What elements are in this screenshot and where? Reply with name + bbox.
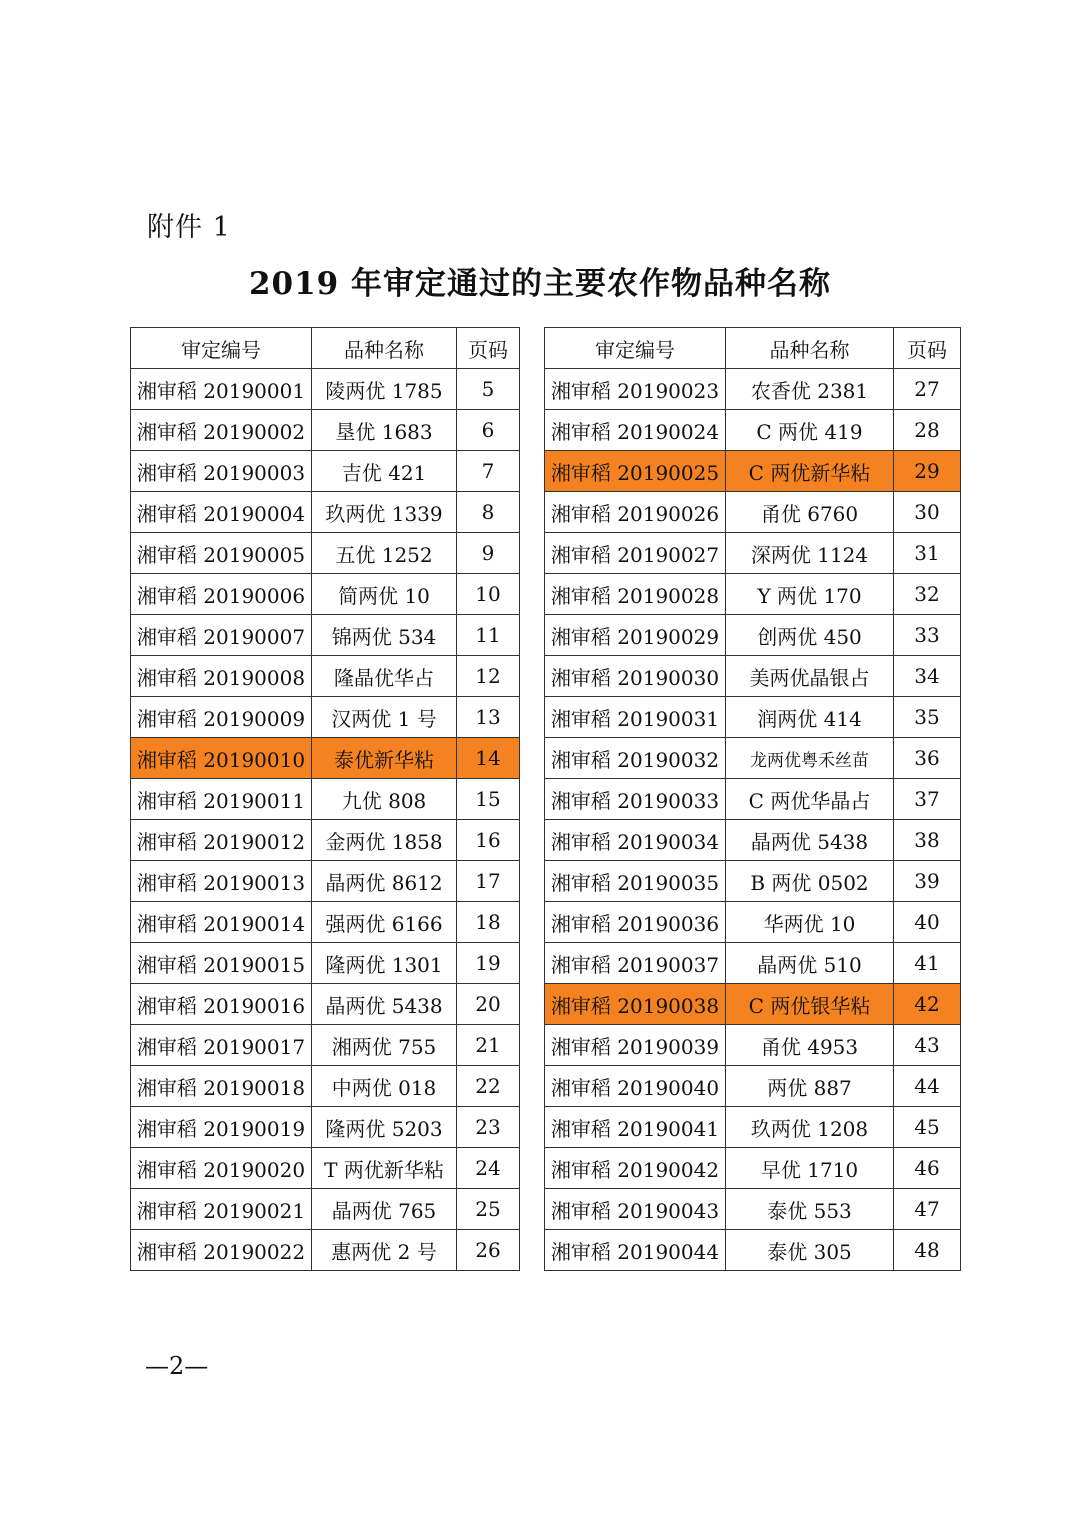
table-row [545,1066,961,1107]
page-cell: 34 [894,656,961,697]
table-row [545,1148,961,1189]
table-row [131,738,520,779]
variety-code-cell: 湘审稻 20190032 [545,738,726,779]
variety-name-cell: 九优 808 [312,779,457,820]
page-cell: 37 [894,779,961,820]
page-cell: 27 [894,369,961,410]
variety-name-cell: 金两优 1858 [312,820,457,861]
variety-code-cell: 湘审稻 20190044 [545,1230,726,1271]
table-row [545,574,961,615]
header-name: 品种名称 [726,328,894,369]
variety-name-cell: 隆两优 1301 [312,943,457,984]
page-cell: 7 [457,451,520,492]
table-row [545,1025,961,1066]
table-row [545,902,961,943]
page-cell: 47 [894,1189,961,1230]
page-number: —2— [145,1352,209,1380]
variety-name-cell: 隆晶优华占 [312,656,457,697]
table-row [131,861,520,902]
table-row [545,410,961,451]
table-row [131,779,520,820]
variety-code-cell: 湘审稻 20190023 [545,369,726,410]
table-row [545,697,961,738]
page-cell: 14 [457,738,520,779]
variety-code-cell: 湘审稻 20190030 [545,656,726,697]
page-cell: 16 [457,820,520,861]
table-row [545,984,961,1025]
table-row [131,1066,520,1107]
variety-code-cell: 湘审稻 20190022 [131,1230,312,1271]
variety-name-cell: 惠两优 2 号 [312,1230,457,1271]
variety-name-cell: 泰优 553 [726,1189,894,1230]
page-cell: 20 [457,984,520,1025]
variety-code-cell: 湘审稻 20190037 [545,943,726,984]
variety-name-cell: 玖两优 1208 [726,1107,894,1148]
variety-name-cell: 晶两优 8612 [312,861,457,902]
table-row [545,1230,961,1271]
variety-code-cell: 湘审稻 20190006 [131,574,312,615]
variety-name-cell: 润两优 414 [726,697,894,738]
variety-name-cell: 吉优 421 [312,451,457,492]
table-row [131,410,520,451]
page-cell: 48 [894,1230,961,1271]
attachment-label: 附件 1 [147,212,231,243]
variety-code-cell: 湘审稻 20190040 [545,1066,726,1107]
variety-name-cell: 晶两优 510 [726,943,894,984]
variety-code-cell: 湘审稻 20190041 [545,1107,726,1148]
variety-code-cell: 湘审稻 20190021 [131,1189,312,1230]
variety-name-cell: C 两优银华粘 [726,984,894,1025]
variety-name-cell: 创两优 450 [726,615,894,656]
page-cell: 35 [894,697,961,738]
variety-code-cell: 湘审稻 20190019 [131,1107,312,1148]
page-cell: 8 [457,492,520,533]
variety-code-cell: 湘审稻 20190026 [545,492,726,533]
table-row [131,984,520,1025]
page-cell: 13 [457,697,520,738]
variety-name-cell: 中两优 018 [312,1066,457,1107]
table-row [131,820,520,861]
table-row [545,738,961,779]
variety-code-cell: 湘审稻 20190013 [131,861,312,902]
variety-name-cell: 甬优 4953 [726,1025,894,1066]
variety-name-cell: 晶两优 765 [312,1189,457,1230]
variety-name-cell: 晶两优 5438 [726,820,894,861]
table-header-row [131,328,520,369]
variety-name-cell: 泰优 305 [726,1230,894,1271]
variety-code-cell: 湘审稻 20190028 [545,574,726,615]
variety-code-cell: 湘审稻 20190027 [545,533,726,574]
variety-name-cell: 强两优 6166 [312,902,457,943]
header-name: 品种名称 [312,328,457,369]
variety-name-cell: 五优 1252 [312,533,457,574]
variety-name-cell: 湘两优 755 [312,1025,457,1066]
page-cell: 12 [457,656,520,697]
variety-name-cell: 汉两优 1 号 [312,697,457,738]
table-row [131,1025,520,1066]
variety-code-cell: 湘审稻 20190008 [131,656,312,697]
variety-code-cell: 湘审稻 20190031 [545,697,726,738]
page-cell: 23 [457,1107,520,1148]
table-row [545,615,961,656]
page-cell: 11 [457,615,520,656]
table-row [131,1189,520,1230]
table-row [131,1230,520,1271]
table-row [131,615,520,656]
variety-name-cell: 玖两优 1339 [312,492,457,533]
page-cell: 9 [457,533,520,574]
variety-code-cell: 湘审稻 20190009 [131,697,312,738]
variety-name-cell: T 两优新华粘 [312,1148,457,1189]
table-header-row [545,328,961,369]
page-cell: 10 [457,574,520,615]
page-cell: 17 [457,861,520,902]
variety-name-cell: 垦优 1683 [312,410,457,451]
table-row [545,656,961,697]
variety-name-cell: 华两优 10 [726,902,894,943]
variety-code-cell: 湘审稻 20190035 [545,861,726,902]
page-cell: 26 [457,1230,520,1271]
variety-name-cell: 两优 887 [726,1066,894,1107]
variety-table-right [544,327,961,1271]
page-cell: 28 [894,410,961,451]
table-row [131,943,520,984]
table-row [545,492,961,533]
variety-name-cell: Y 两优 170 [726,574,894,615]
variety-name-cell: 简两优 10 [312,574,457,615]
variety-code-cell: 湘审稻 20190005 [131,533,312,574]
table-row [545,1189,961,1230]
page-cell: 44 [894,1066,961,1107]
variety-code-cell: 湘审稻 20190020 [131,1148,312,1189]
variety-name-cell: 深两优 1124 [726,533,894,574]
header-code: 审定编号 [131,328,312,369]
variety-name-cell: 早优 1710 [726,1148,894,1189]
table-row [545,861,961,902]
variety-code-cell: 湘审稻 20190016 [131,984,312,1025]
variety-code-cell: 湘审稻 20190039 [545,1025,726,1066]
page-cell: 38 [894,820,961,861]
table-row [131,1107,520,1148]
variety-code-cell: 湘审稻 20190014 [131,902,312,943]
table-row [131,533,520,574]
table-row [131,369,520,410]
variety-code-cell: 湘审稻 20190024 [545,410,726,451]
variety-name-cell: 晶两优 5438 [312,984,457,1025]
variety-name-cell: C 两优华晶占 [726,779,894,820]
page-cell: 19 [457,943,520,984]
variety-code-cell: 湘审稻 20190003 [131,451,312,492]
variety-name-cell: B 两优 0502 [726,861,894,902]
table-row [131,574,520,615]
variety-name-cell: 甬优 6760 [726,492,894,533]
table-row [545,533,961,574]
table-row [131,492,520,533]
variety-code-cell: 湘审稻 20190010 [131,738,312,779]
variety-code-cell: 湘审稻 20190004 [131,492,312,533]
variety-name-cell: 龙两优粤禾丝苗 [726,738,894,779]
table-row [545,943,961,984]
header-code: 审定编号 [545,328,726,369]
page-cell: 15 [457,779,520,820]
table-row [131,1148,520,1189]
page-cell: 31 [894,533,961,574]
table-row [545,779,961,820]
variety-code-cell: 湘审稻 20190007 [131,615,312,656]
page-cell: 41 [894,943,961,984]
page-cell: 42 [894,984,961,1025]
variety-code-cell: 湘审稻 20190015 [131,943,312,984]
variety-code-cell: 湘审稻 20190036 [545,902,726,943]
variety-code-cell: 湘审稻 20190029 [545,615,726,656]
page-cell: 30 [894,492,961,533]
header-page: 页码 [894,328,961,369]
page-cell: 45 [894,1107,961,1148]
header-page: 页码 [457,328,520,369]
document-title: 2019 年审定通过的主要农作物品种名称 [248,266,832,302]
variety-name-cell: 农香优 2381 [726,369,894,410]
table-row [131,451,520,492]
variety-code-cell: 湘审稻 20190002 [131,410,312,451]
page-cell: 18 [457,902,520,943]
variety-code-cell: 湘审稻 20190017 [131,1025,312,1066]
page-cell: 25 [457,1189,520,1230]
page-cell: 5 [457,369,520,410]
variety-code-cell: 湘审稻 20190001 [131,369,312,410]
page-cell: 22 [457,1066,520,1107]
variety-code-cell: 湘审稻 20190018 [131,1066,312,1107]
page-cell: 39 [894,861,961,902]
page-cell: 29 [894,451,961,492]
page-cell: 6 [457,410,520,451]
page-cell: 21 [457,1025,520,1066]
page-cell: 33 [894,615,961,656]
table-row [131,697,520,738]
variety-code-cell: 湘审稻 20190034 [545,820,726,861]
page-cell: 43 [894,1025,961,1066]
page-cell: 32 [894,574,961,615]
variety-code-cell: 湘审稻 20190033 [545,779,726,820]
page-cell: 40 [894,902,961,943]
table-row [131,656,520,697]
variety-name-cell: 美两优晶银占 [726,656,894,697]
variety-code-cell: 湘审稻 20190011 [131,779,312,820]
page-cell: 24 [457,1148,520,1189]
variety-code-cell: 湘审稻 20190038 [545,984,726,1025]
variety-code-cell: 湘审稻 20190012 [131,820,312,861]
page-cell: 46 [894,1148,961,1189]
variety-name-cell: 陵两优 1785 [312,369,457,410]
table-row [545,820,961,861]
variety-table-left [130,327,520,1271]
variety-name-cell: 隆两优 5203 [312,1107,457,1148]
variety-name-cell: 泰优新华粘 [312,738,457,779]
variety-code-cell: 湘审稻 20190043 [545,1189,726,1230]
table-row [545,1107,961,1148]
variety-name-cell: 锦两优 534 [312,615,457,656]
variety-name-cell: C 两优 419 [726,410,894,451]
table-row [131,902,520,943]
table-row [545,369,961,410]
variety-name-cell: C 两优新华粘 [726,451,894,492]
variety-code-cell: 湘审稻 20190042 [545,1148,726,1189]
variety-code-cell: 湘审稻 20190025 [545,451,726,492]
page-cell: 36 [894,738,961,779]
table-row [545,451,961,492]
